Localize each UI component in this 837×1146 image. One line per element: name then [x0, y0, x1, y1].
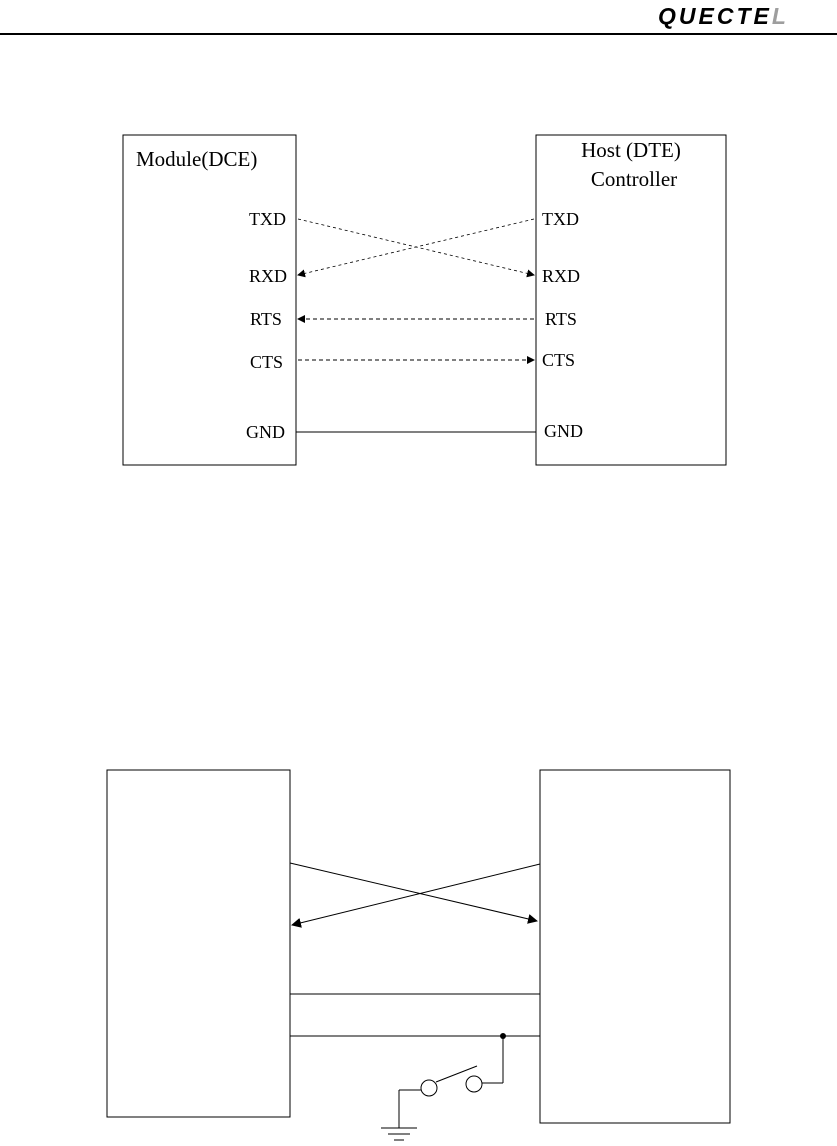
- cross-line-to-left: [292, 864, 540, 925]
- module-pin-rts: RTS: [250, 309, 282, 329]
- host-pin-gnd: GND: [544, 421, 583, 441]
- module-pin-txd: TXD: [249, 209, 286, 229]
- switch-contact-left: [421, 1080, 437, 1096]
- right-box: [540, 770, 730, 1123]
- host-pin-rts: RTS: [545, 309, 577, 329]
- uart-connection-diagram: [0, 120, 837, 480]
- switch-connection-diagram: [0, 760, 837, 1146]
- host-title-line1: Host (DTE): [581, 138, 681, 162]
- host-pin-cts: CTS: [542, 350, 576, 370]
- cross-line-to-right: [290, 863, 537, 921]
- module-pin-rxd: RXD: [249, 266, 288, 286]
- host-pin-rxd: RXD: [542, 266, 581, 286]
- switch-lever: [436, 1066, 477, 1082]
- host-title-line2: Controller: [590, 167, 678, 191]
- module-title: Module(DCE): [136, 147, 258, 171]
- quectel-logo: [656, 0, 832, 30]
- header-rule: [0, 33, 837, 35]
- ground-icon: [381, 1128, 417, 1140]
- module-pin-cts: CTS: [250, 352, 284, 372]
- left-box: [107, 770, 290, 1117]
- module-box: [123, 135, 296, 465]
- module-pin-gnd: GND: [246, 422, 285, 442]
- switch-contact-right: [466, 1076, 482, 1092]
- host-pin-txd: TXD: [542, 209, 579, 229]
- logo-text: QUECTEL: [658, 3, 789, 29]
